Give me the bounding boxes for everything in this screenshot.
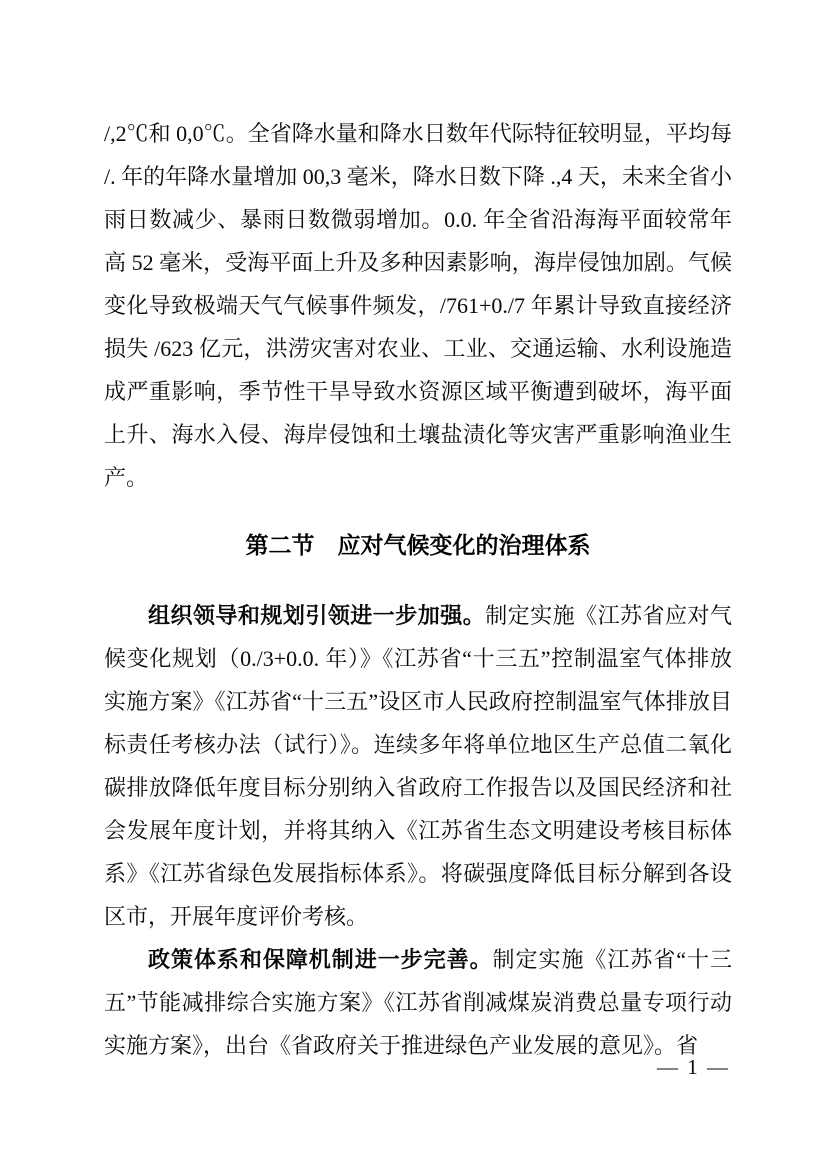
paragraph-governance-lead: 组织领导和规划引领进一步加强。 xyxy=(148,603,486,628)
page-number: — 1 — xyxy=(657,1055,730,1079)
page-content xyxy=(104,112,732,1067)
paragraph-policy-body: 制定实施《江苏省“十三五”节能减排综合实施方案》《江苏省削减煤炭消费总量专项行动实施方案》，出台《省政府关于推进绿色产业发展的意见》。省 xyxy=(104,947,732,1058)
section-title: 应对气候变化的治理体系 xyxy=(337,532,591,558)
paragraph-policy-lead: 政策体系和保障机制进一步完善。 xyxy=(148,947,493,972)
section-number: 第二节 xyxy=(245,532,315,558)
paragraph-climate-impacts: /,2℃和 0,0℃。全省降水量和降水日数年代际特征较明显，平均每 /. 年的年降水量增加 00,3 毫米，降水日数下降 .,4 天，未来全省小雨日数减少、暴雨日数微弱增加。0.0. 年全省沿海海平面较常年高 52 毫米，受海平面上升及多种因素影响，海岸侵蚀加剧。气候变化导致极端天气气候事件频发，/761+0./7 年累计导致直接经济损失 /623 亿元，洪涝灾害对农业、工业、交通运输、水利设施造成严重影响，季节性干旱导致水资源区域平衡遭到破坏，海平面上升、海水入侵、海岸侵蚀和土壤盐渍化等灾害严重影响渔业生产。 xyxy=(104,121,732,490)
paragraph-governance xyxy=(104,594,732,938)
paragraph-policy xyxy=(104,938,732,1067)
section-heading xyxy=(104,524,732,567)
paragraph-governance-body: 制定实施《江苏省应对气候变化规划（0./3+0.0. 年）》《江苏省“十三五”控制温室气体排放实施方案》《江苏省“十三五”设区市人民政府控制温室气体排放目标责任考核办法（试行）》。连续多年将单位地区生产总值二氧化碳排放降低年度目标分别纳入省政府工作报告以及国民经济和社会发展年度计划，并将其纳入《江苏省生态文明建设考核目标体系》《江苏省绿色发展指标体系》。将碳强度降低目标分解到各设区市，开展年度评价考核。 xyxy=(104,603,732,929)
